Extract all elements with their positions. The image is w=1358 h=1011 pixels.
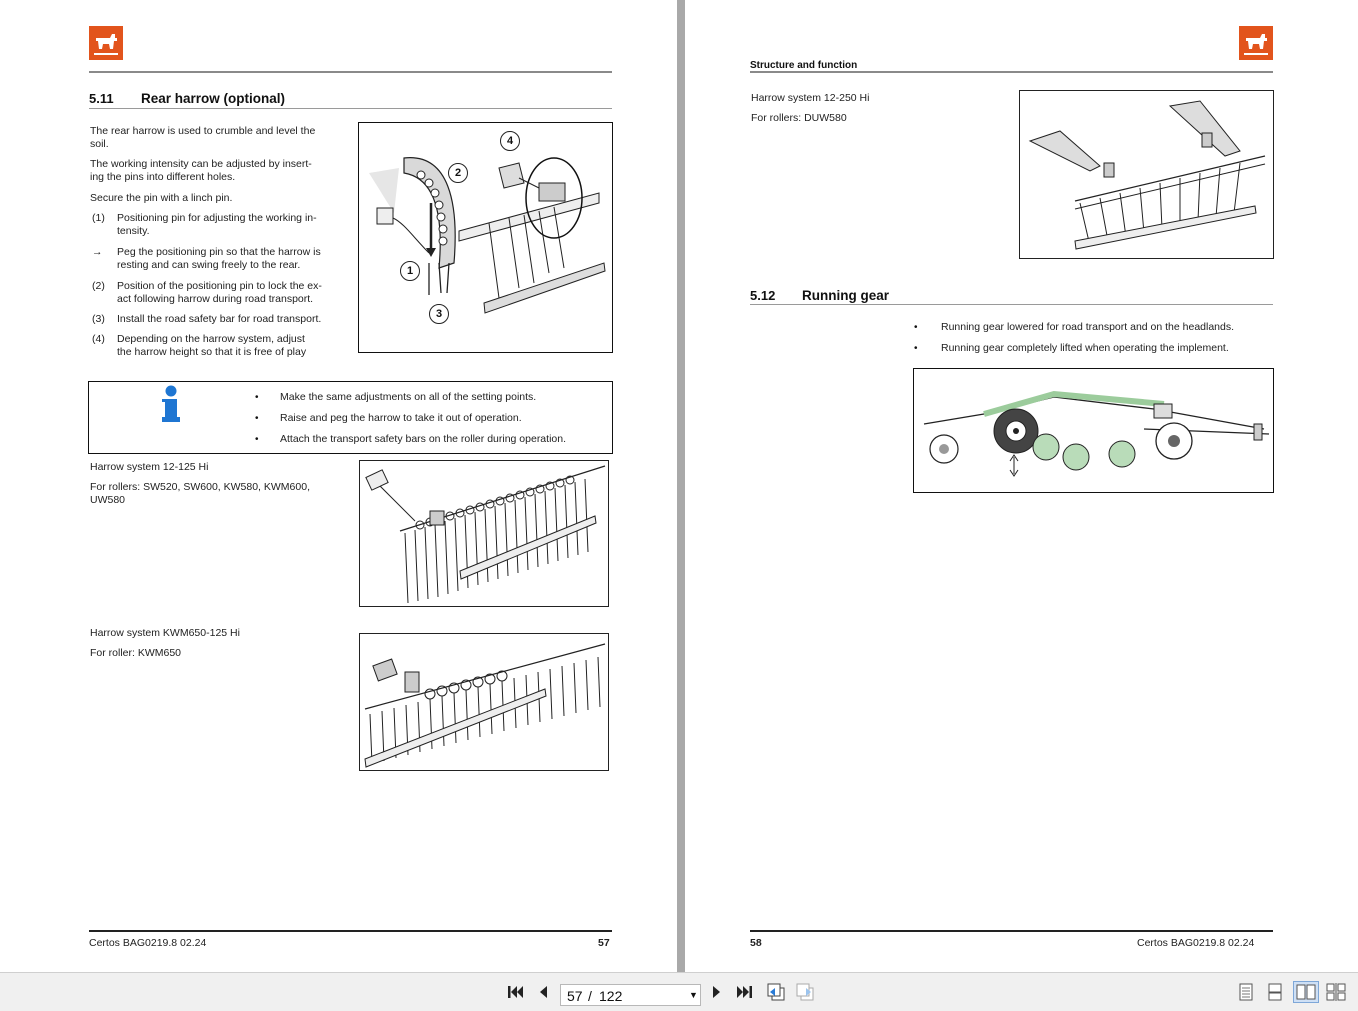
page-number-input[interactable]	[560, 984, 701, 1006]
footer-doc-id: Certos BAG0219.8 02.24	[89, 937, 207, 949]
running-gear-figure	[913, 368, 1274, 493]
list-marker: (3)	[92, 313, 105, 325]
callout-4: 4	[500, 131, 520, 151]
list-item-line: the harrow height so that it is free of play	[117, 346, 307, 358]
page-number: 57	[598, 937, 610, 949]
info-bullet: Make the same adjustments on all of the setting points.	[280, 391, 537, 403]
info-box: • Make the same adjustments on all of the setting points. • Raise and peg the harrow to take it out of operation. • Attach the transport safety bars on the roller during operation.	[88, 381, 613, 454]
intensity-paragraph	[90, 158, 350, 184]
callout-3: 3	[429, 304, 449, 324]
harrow-a-rollers	[90, 481, 310, 507]
section-title: Running gear	[802, 288, 889, 303]
list-marker: (4)	[92, 333, 105, 345]
list-item-line: Depending on the harrow system, adjust	[117, 333, 305, 345]
callout-1: 1	[400, 261, 420, 281]
first-page-icon[interactable]	[505, 981, 525, 1003]
page-separator: /	[588, 988, 592, 1004]
amazone-logo	[89, 26, 123, 60]
list-marker: (1)	[92, 212, 105, 224]
harrow-b-rollers: For roller: KWM650	[90, 647, 182, 659]
callout-2: 2	[448, 163, 468, 183]
last-page-icon[interactable]	[735, 981, 755, 1003]
prev-page-icon[interactable]	[534, 981, 552, 1003]
list-item	[117, 333, 306, 359]
two-page-view-icon[interactable]	[1293, 981, 1319, 1003]
running-header: Structure and function	[750, 60, 858, 71]
harrow-a-figure	[359, 460, 609, 607]
footer-doc-id: Certos BAG0219.8 02.24	[1137, 937, 1255, 949]
next-view-icon[interactable]	[794, 981, 816, 1003]
left-page	[0, 0, 677, 972]
page-dropdown-icon[interactable]: ▼	[689, 990, 698, 1000]
page-number: 58	[750, 937, 762, 949]
harrow-c-figure	[1019, 90, 1274, 259]
intro-line: The rear harrow is used to crumble and level the	[90, 125, 316, 137]
section-number: 5.11	[89, 91, 114, 106]
previous-view-icon[interactable]	[765, 981, 787, 1003]
list-item-line: Peg the positioning pin so that the harrow is	[117, 246, 321, 258]
rollers-line: For rollers: SW520, SW600, KW580, KWM600,	[90, 481, 310, 493]
info-bullet: Attach the transport safety bars on the roller during operation.	[280, 433, 566, 445]
info-icon	[159, 385, 183, 423]
harrow-b-title: Harrow system KWM650-125 Hi	[90, 627, 240, 639]
list-marker: →	[92, 246, 103, 258]
list-item-line: Install the road safety bar for road transport.	[117, 313, 322, 325]
two-page-continuous-icon[interactable]	[1325, 981, 1347, 1003]
secure-line: Secure the pin with a linch pin.	[90, 192, 233, 204]
harrow-c-rollers: For rollers: DUW580	[751, 112, 847, 124]
list-item	[117, 313, 321, 326]
list-item	[117, 212, 317, 238]
continuous-view-icon[interactable]	[1265, 981, 1285, 1003]
list-item-line: act following harrow during road transport.	[117, 293, 314, 305]
intro-paragraph	[90, 125, 350, 151]
running-gear-bullet: Running gear completely lifted when operating the implement.	[941, 342, 1229, 354]
harrow-b-figure	[359, 633, 609, 771]
total-pages: 122	[599, 988, 623, 1004]
info-bullet: Raise and peg the harrow to take it out of operation.	[280, 412, 522, 424]
amazone-logo	[1239, 26, 1273, 60]
intensity-line: The working intensity can be adjusted by insert-	[90, 158, 312, 170]
rollers-line: UW580	[90, 494, 126, 506]
single-page-view-icon[interactable]	[1236, 981, 1256, 1003]
intro-line: soil.	[90, 138, 109, 150]
right-page: Structure and function Harrow system 12-250 Hi For rollers: DUW580 5.12 Running gear • Running gear lowered for road transport and on the headlands. • Running gear completely lifted when operating the implement. 58 Certos BAG0219.8 02.24	[685, 0, 1358, 972]
list-item-line: Positioning pin for adjusting the working in-	[117, 212, 317, 224]
list-item	[117, 280, 322, 306]
list-marker: (2)	[92, 280, 105, 292]
current-page: 57	[567, 988, 583, 1004]
next-page-icon[interactable]	[708, 981, 726, 1003]
harrow-adjustment-figure	[358, 122, 613, 353]
harrow-a-title: Harrow system 12-125 Hi	[90, 461, 209, 473]
intensity-line: ing the pins into different holes.	[90, 171, 236, 183]
harrow-c-title: Harrow system 12-250 Hi	[751, 92, 870, 104]
section-number: 5.12	[750, 288, 776, 303]
list-item-line: tensity.	[117, 225, 150, 237]
section-title: Rear harrow (optional)	[141, 91, 286, 106]
list-item-line: resting and can swing freely to the rear.	[117, 259, 301, 271]
running-gear-bullet: Running gear lowered for road transport and on the headlands.	[941, 321, 1235, 333]
list-item	[117, 246, 321, 272]
list-item-line: Position of the positioning pin to lock the ex-	[117, 280, 322, 292]
